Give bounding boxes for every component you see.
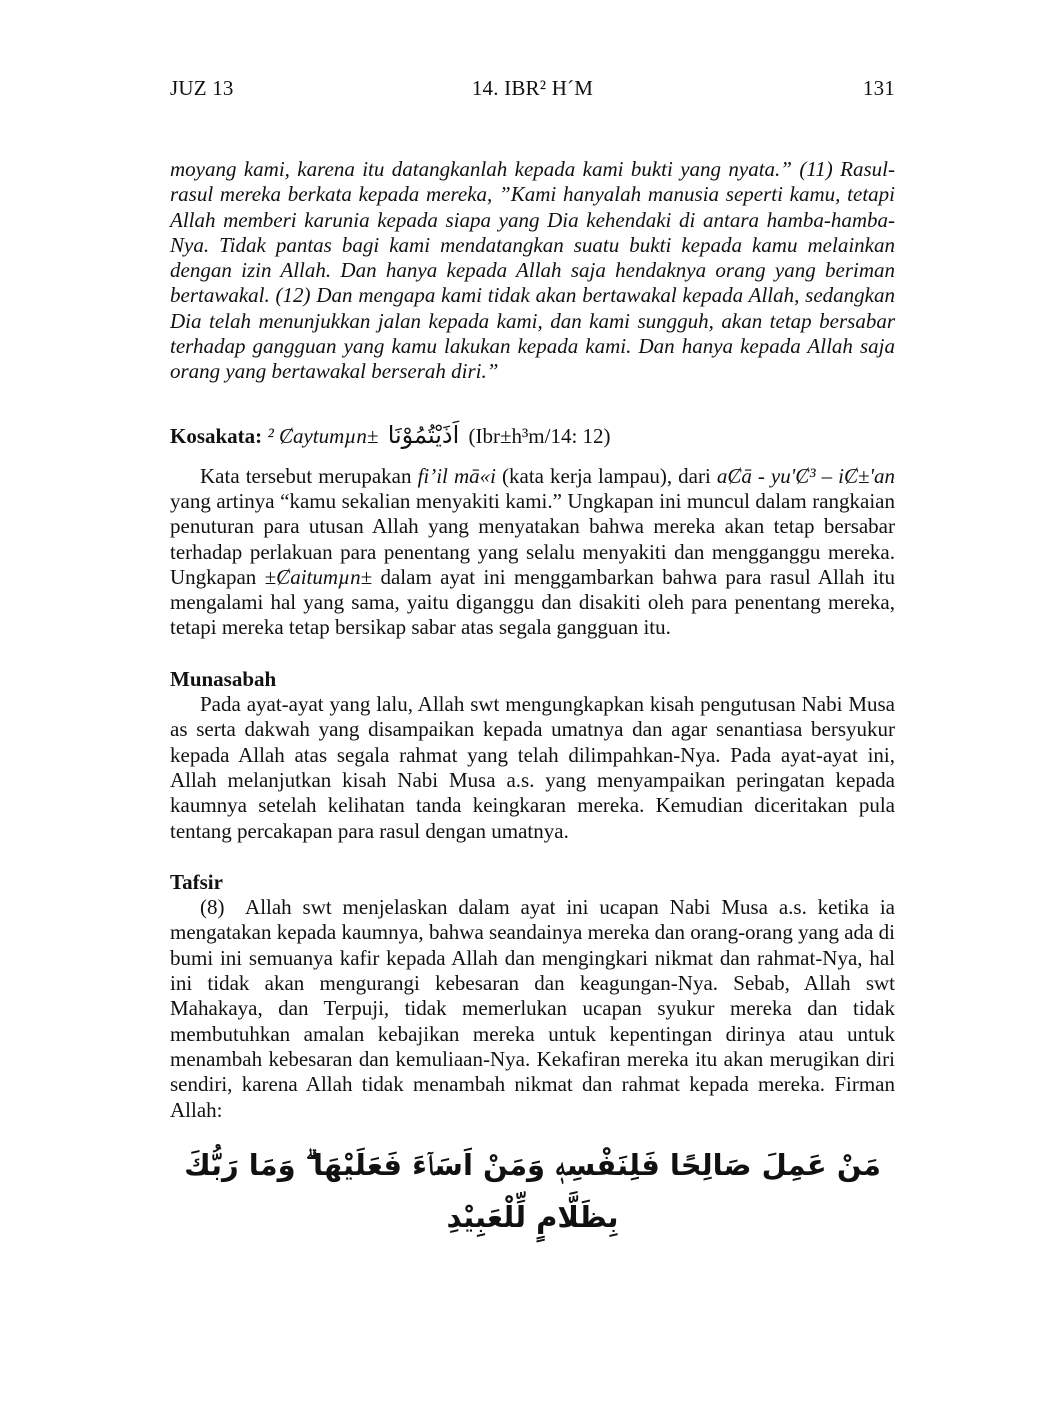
- kosakata-explanation-paragraph: [170, 464, 895, 641]
- page-header: [170, 76, 895, 101]
- munasabah-paragraph: Pada ayat-ayat yang lalu, Allah swt mengungkapkan kisah pengutusan Nabi Musa as serta dakwah yang disampaikan kepada umatnya dan agar senantiasa bersyukur kepada Allah atas segala rahmat yang telah dilimpahkan-Nya. Pada ayat-ayat ini, Allah melanjutkan kisah Nabi Musa a.s. yang menyampaikan peringatan kepada kaumnya setelah kelihatan tanda keingkaran mereka. Kemudian diceritakan pula tentang percakapan para rasul dengan umatnya.: [170, 692, 895, 843]
- kosakata-term-2: aȻā - yu'Ȼ³ – iȻ±'an: [716, 463, 895, 488]
- kosakata-text-1: Kata tersebut merupakan: [200, 463, 418, 488]
- page-body: [170, 157, 895, 1243]
- kosakata-term-3: ±Ȼaitumµn±: [264, 564, 373, 589]
- tafsir-heading: Tafsir: [170, 869, 223, 894]
- kosakata-arabic-word: اَذَيْتُمُوْنَا: [387, 420, 460, 449]
- kosakata-text-2: (kata kerja lampau), dari: [495, 463, 717, 488]
- juz-label: JUZ 13: [170, 76, 234, 100]
- kosakata-transliteration: ² Ȼaytumµn±: [267, 423, 379, 448]
- verse-translation-paragraph: moyang kami, karena itu datangkanlah kepada kami bukti yang nyata.” (11) Rasul-rasul mereka berkata kepada mereka, ”Kami hanyalah manusia seperti kamu, tetapi Allah memberi karunia kepada siapa yang Dia kehendaki di antara hamba-hamba-Nya. Tidak pantas bagi kami mendatangkan suatu bukti kepada kamu melainkan dengan izin Allah. Dan hanya kepada Allah saja hendaknya orang yang beriman bertawakal. (12) Dan mengapa kami tidak akan bertawakal kepada Allah, sedangkan Dia telah menunjukkan jalan kepada kami, dan kami sungguh, akan tetap bersabar terhadap gangguan yang kamu lakukan kepada kami. Dan hanya kepada Allah saja orang yang bertawakal berserah diri.”: [170, 157, 895, 384]
- page-number: 131: [862, 76, 895, 100]
- arabic-verse: مَنْ عَمِلَ صَالِحًا فَلِنَفْسِهٖ وَمَنْ اَسَاۤءَ فَعَلَيْهَا ۗ وَمَا رَبُّكَ بِظَلَّامٍ لِّلْعَبِيْدِ: [184, 1147, 881, 1234]
- munasabah-heading: Munasabah: [170, 666, 277, 691]
- surah-title: 14. IBR² H´M: [471, 76, 594, 100]
- kosakata-label: Kosakata:: [170, 423, 263, 448]
- kosakata-reference: (Ibr±h³m/14: 12): [468, 423, 611, 448]
- kosakata-text-4: dalam ayat ini menggambarkan bahwa para rasul Allah itu mengalami hal yang sama, yaitu diganggu dan disakiti oleh para penentang mereka, tetapi mereka tetap bersikap sabar atas segala gangguan itu.: [170, 564, 895, 640]
- kosakata-text-3: yang artinya “kamu sekalian menyakiti kami.” Ungkapan ini muncul dalam rangkaian penuturan para utusan Allah yang menyatakan bahwa mereka akan tetap bersabar terhadap perlakuan para penentang yang selalu menyakiti dan mengganggu mereka. Ungkapan: [170, 488, 895, 589]
- kosakata-line: [170, 415, 895, 456]
- kosakata-term-1: fi’il mā«i: [417, 463, 496, 488]
- tafsir-paragraph: (8) Allah swt menjelaskan dalam ayat ini ucapan Nabi Musa a.s. ketika ia mengatakan kepada kaumnya, bahwa seandainya mereka dan orang-orang yang ada di bumi ini semuanya kafir kepada Allah dan mengingkari nikmat dan rahmat-Nya, hal ini tidak akan mengurangi kebesaran dan keagungan-Nya. Sebab, Allah swt Mahakaya, dan Terpuji, tidak memerlukan ucapan syukur mereka dan tidak membutuhkan amalan kebajikan mereka untuk kepentingan dirinya atau untuk menambah kebesaran dan kemuliaan-Nya. Kekafiran mereka itu akan merugikan diri sendiri, karena Allah tidak menambah nikmat dan rahmat kepada mereka. Firman Allah:: [170, 895, 895, 1122]
